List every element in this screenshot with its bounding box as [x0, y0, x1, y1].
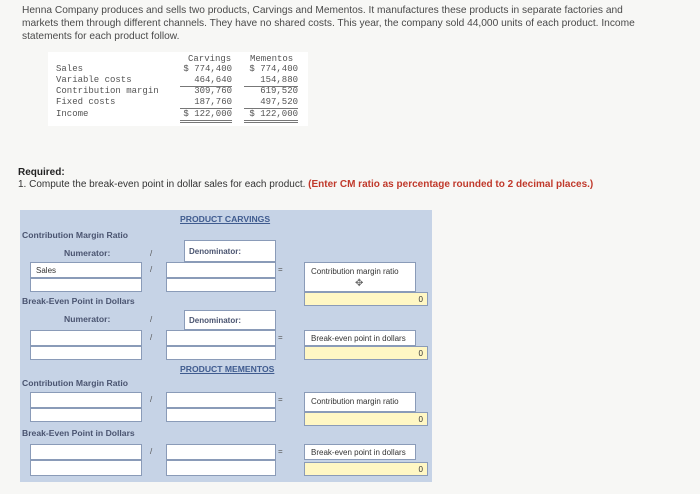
sales-value: Sales [36, 266, 57, 275]
denominator-header-cell [184, 310, 276, 330]
mementos-header: Mementos [250, 54, 294, 64]
carvings-value: 464,640 [180, 75, 232, 87]
numerator-label: Numerator: [64, 248, 111, 258]
equals-sign: = [278, 447, 283, 456]
m-cm-denominator-input-2[interactable] [166, 408, 276, 422]
be-denominator-input[interactable] [166, 330, 276, 346]
divide-sign: / [150, 333, 153, 342]
m-cm-numerator-input[interactable] [30, 392, 142, 408]
move-cursor-icon: ✥ [355, 278, 364, 289]
be-result-label: Break-even point in dollars [311, 334, 406, 343]
be-title: Break-Even Point in Dollars [22, 428, 135, 438]
m-cm-denominator-input[interactable] [166, 392, 276, 408]
numerator-label: Numerator: [64, 314, 111, 324]
carvings-value: 187,760 [180, 97, 232, 109]
row-label: Variable costs [56, 75, 132, 85]
equals-sign: = [278, 265, 283, 274]
income-statement [48, 52, 308, 126]
cm-numerator-input[interactable] [30, 262, 142, 278]
cm-ratio-title: Contribution Margin Ratio [22, 378, 128, 388]
be-result-label: Break-even point in dollars [311, 448, 406, 457]
m-be-numerator-input-2[interactable] [30, 460, 142, 476]
carvings-value: 309,760 [194, 86, 232, 96]
m-cm-result-label-cell [304, 392, 416, 412]
m-cm-ratio-value: 0 [418, 415, 423, 424]
cm-result-label: Contribution margin ratio [311, 397, 399, 406]
cm-ratio-title: Contribution Margin Ratio [22, 230, 128, 240]
equals-sign: = [278, 395, 283, 404]
m-cm-numerator-input-2[interactable] [30, 408, 142, 422]
problem-intro: Henna Company produces and sells two products, Carvings and Mementos. It manufactures these products in separate factories and markets them through different channels. They have no shared costs. This year, the company sold 44,000 units of each product. Income statements for each product follow. [22, 5, 635, 42]
row-label: Fixed costs [56, 97, 116, 107]
be-value: 0 [418, 349, 423, 358]
mementos-value: 154,880 [244, 75, 298, 87]
carvings-title: PRODUCT CARVINGS [180, 214, 271, 224]
be-result-input[interactable] [304, 346, 428, 360]
m-be-denominator-input[interactable] [166, 444, 276, 460]
mementos-value: 497,520 [244, 97, 298, 109]
carvings-header: Carvings [188, 54, 232, 64]
cm-ratio-value: 0 [418, 295, 423, 304]
cm-result-label: Contribution margin ratio [311, 267, 399, 276]
be-numerator-input[interactable] [30, 330, 142, 346]
be-title: Break-Even Point in Dollars [22, 296, 135, 306]
row-label: Income [56, 109, 89, 119]
row-label: Contribution margin [56, 86, 159, 96]
m-be-result-input[interactable] [304, 462, 428, 476]
mementos-value: 619,520 [260, 86, 298, 96]
m-be-denominator-input-2[interactable] [166, 460, 276, 476]
required-section [18, 167, 593, 191]
mementos-title: PRODUCT MEMENTOS [180, 364, 275, 374]
carvings-value: $ 122,000 [180, 109, 232, 123]
denominator-label: Denominator: [189, 316, 241, 325]
required-heading: Required: [18, 167, 65, 178]
cm-ratio-result-input[interactable] [304, 292, 428, 306]
equals-sign: = [278, 333, 283, 342]
m-be-result-label-cell [304, 444, 416, 460]
be-denominator-input-2[interactable] [166, 346, 276, 360]
denominator-header-cell [184, 240, 276, 262]
m-be-numerator-input[interactable] [30, 444, 142, 460]
divide-sign: / [150, 395, 153, 404]
be-result-label-cell [304, 330, 416, 346]
m-cm-ratio-result-input[interactable] [304, 412, 428, 426]
carvings-value: $ 774,400 [183, 64, 232, 74]
answer-panel [20, 210, 432, 482]
divide-sign: / [150, 265, 153, 274]
cm-denominator-input-2[interactable] [166, 278, 276, 292]
mementos-value: $ 122,000 [244, 109, 298, 123]
divide-sign: / [150, 447, 153, 456]
row-label: Sales [56, 64, 84, 74]
cm-denominator-input[interactable] [166, 262, 276, 278]
question-note: (Enter CM ratio as percentage rounded to 2 decimal places.) [308, 179, 594, 190]
question-1: 1. Compute the break-even point in dollar sales for each product. [18, 179, 306, 190]
denominator-label: Denominator: [189, 247, 241, 256]
cm-result-label-cell [304, 262, 416, 292]
divide-sign: / [150, 315, 153, 324]
mementos-value: $ 774,400 [249, 64, 298, 74]
m-be-value: 0 [418, 465, 423, 474]
cm-numerator-input-2[interactable] [30, 278, 142, 292]
divide-sign: / [150, 249, 153, 258]
be-numerator-input-2[interactable] [30, 346, 142, 360]
